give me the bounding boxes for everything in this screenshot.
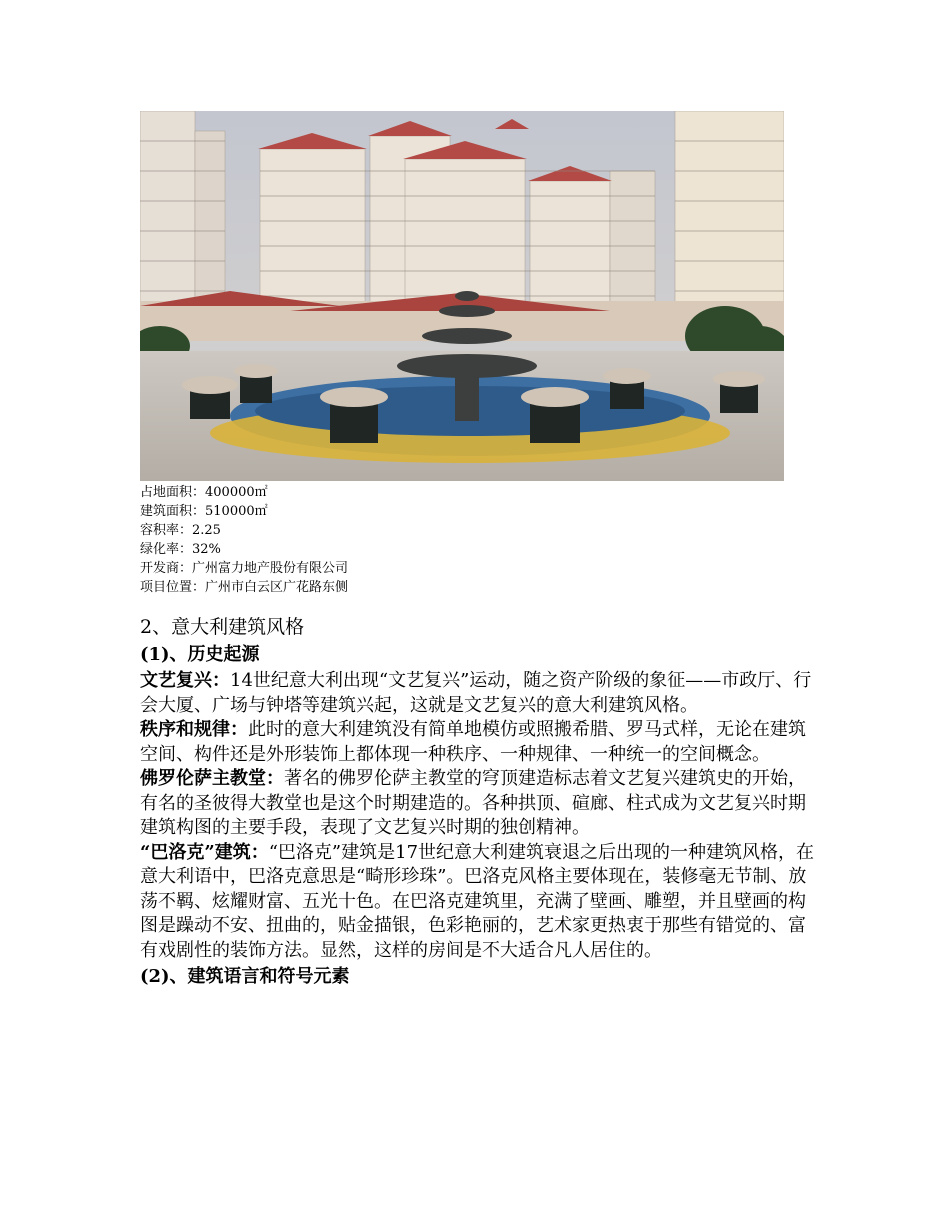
subsection-history: (1)、历史起源 [140, 644, 260, 665]
spec-developer: 开发商：广州富力地产股份有限公司 [140, 561, 349, 576]
paragraph-florence [140, 767, 820, 841]
text-baroque: “巴洛克”建筑是17世纪意大利建筑衰退之后出现的一种建筑风格，在意大利语中，巴洛克意思是“畸形珍珠”。巴洛克风格主要体现在，装修毫无节制、放荡不羁、炫耀财富、五光十色。在巴洛克建筑里，充满了壁画、雕塑，并且壁画的构图是躁动不安、扭曲的，贴金描银，色彩艳丽的，艺术家更热衷于那些有错觉的、富有戏剧性的装饰方法。显然，这样的房间是不大适合凡人居住的。 [140, 841, 815, 961]
spec-building-area: 建筑面积：510000㎡ [140, 504, 268, 519]
project-specs [140, 483, 820, 597]
text-renaissance: 14世纪意大利出现“文艺复兴”运动，随之资产阶级的象征——市政厅、行会大厦、广场与钟塔等建筑兴起，这就是文艺复兴的意大利建筑风格。 [140, 670, 812, 716]
term-order: 秩序和规律： [140, 719, 248, 740]
document-page [140, 111, 820, 991]
term-renaissance: 文艺复兴： [140, 670, 230, 691]
paragraph-order [140, 718, 820, 767]
spec-land-area: 占地面积：400000㎡ [140, 485, 268, 500]
text-order: 此时的意大利建筑没有简单地模仿或照搬希腊、罗马式样，无论在建筑空间、构件还是外形装饰上都体现一种秩序、一种规律、一种统一的空间概念。 [140, 719, 806, 765]
paragraph-baroque [140, 841, 820, 964]
section-title: 2、意大利建筑风格 [140, 616, 305, 638]
paragraph-renaissance [140, 669, 820, 718]
subsection-language: (2)、建筑语言和符号元素 [140, 966, 350, 987]
text-florence: 著名的佛罗伦萨主教堂的穹顶建造标志着文艺复兴建筑史的开始，有名的圣彼得大教堂也是这个时期建造的。各种拱顶、碹廊、柱式成为文艺复兴时期建筑构图的主要手段，表现了文艺复兴时期的独创精神。 [140, 768, 806, 838]
photo-illustration [140, 111, 784, 481]
spec-plot-ratio: 容积率：2.25 [140, 523, 221, 538]
residential-complex-photo [140, 111, 784, 481]
spec-location: 项目位置：广州市白云区广花路东侧 [140, 580, 349, 595]
term-florence: 佛罗伦萨主教堂： [140, 768, 284, 789]
tower-right [675, 111, 784, 321]
term-baroque: “巴洛克”建筑： [140, 841, 269, 863]
spec-green-ratio: 绿化率：32% [140, 542, 221, 557]
